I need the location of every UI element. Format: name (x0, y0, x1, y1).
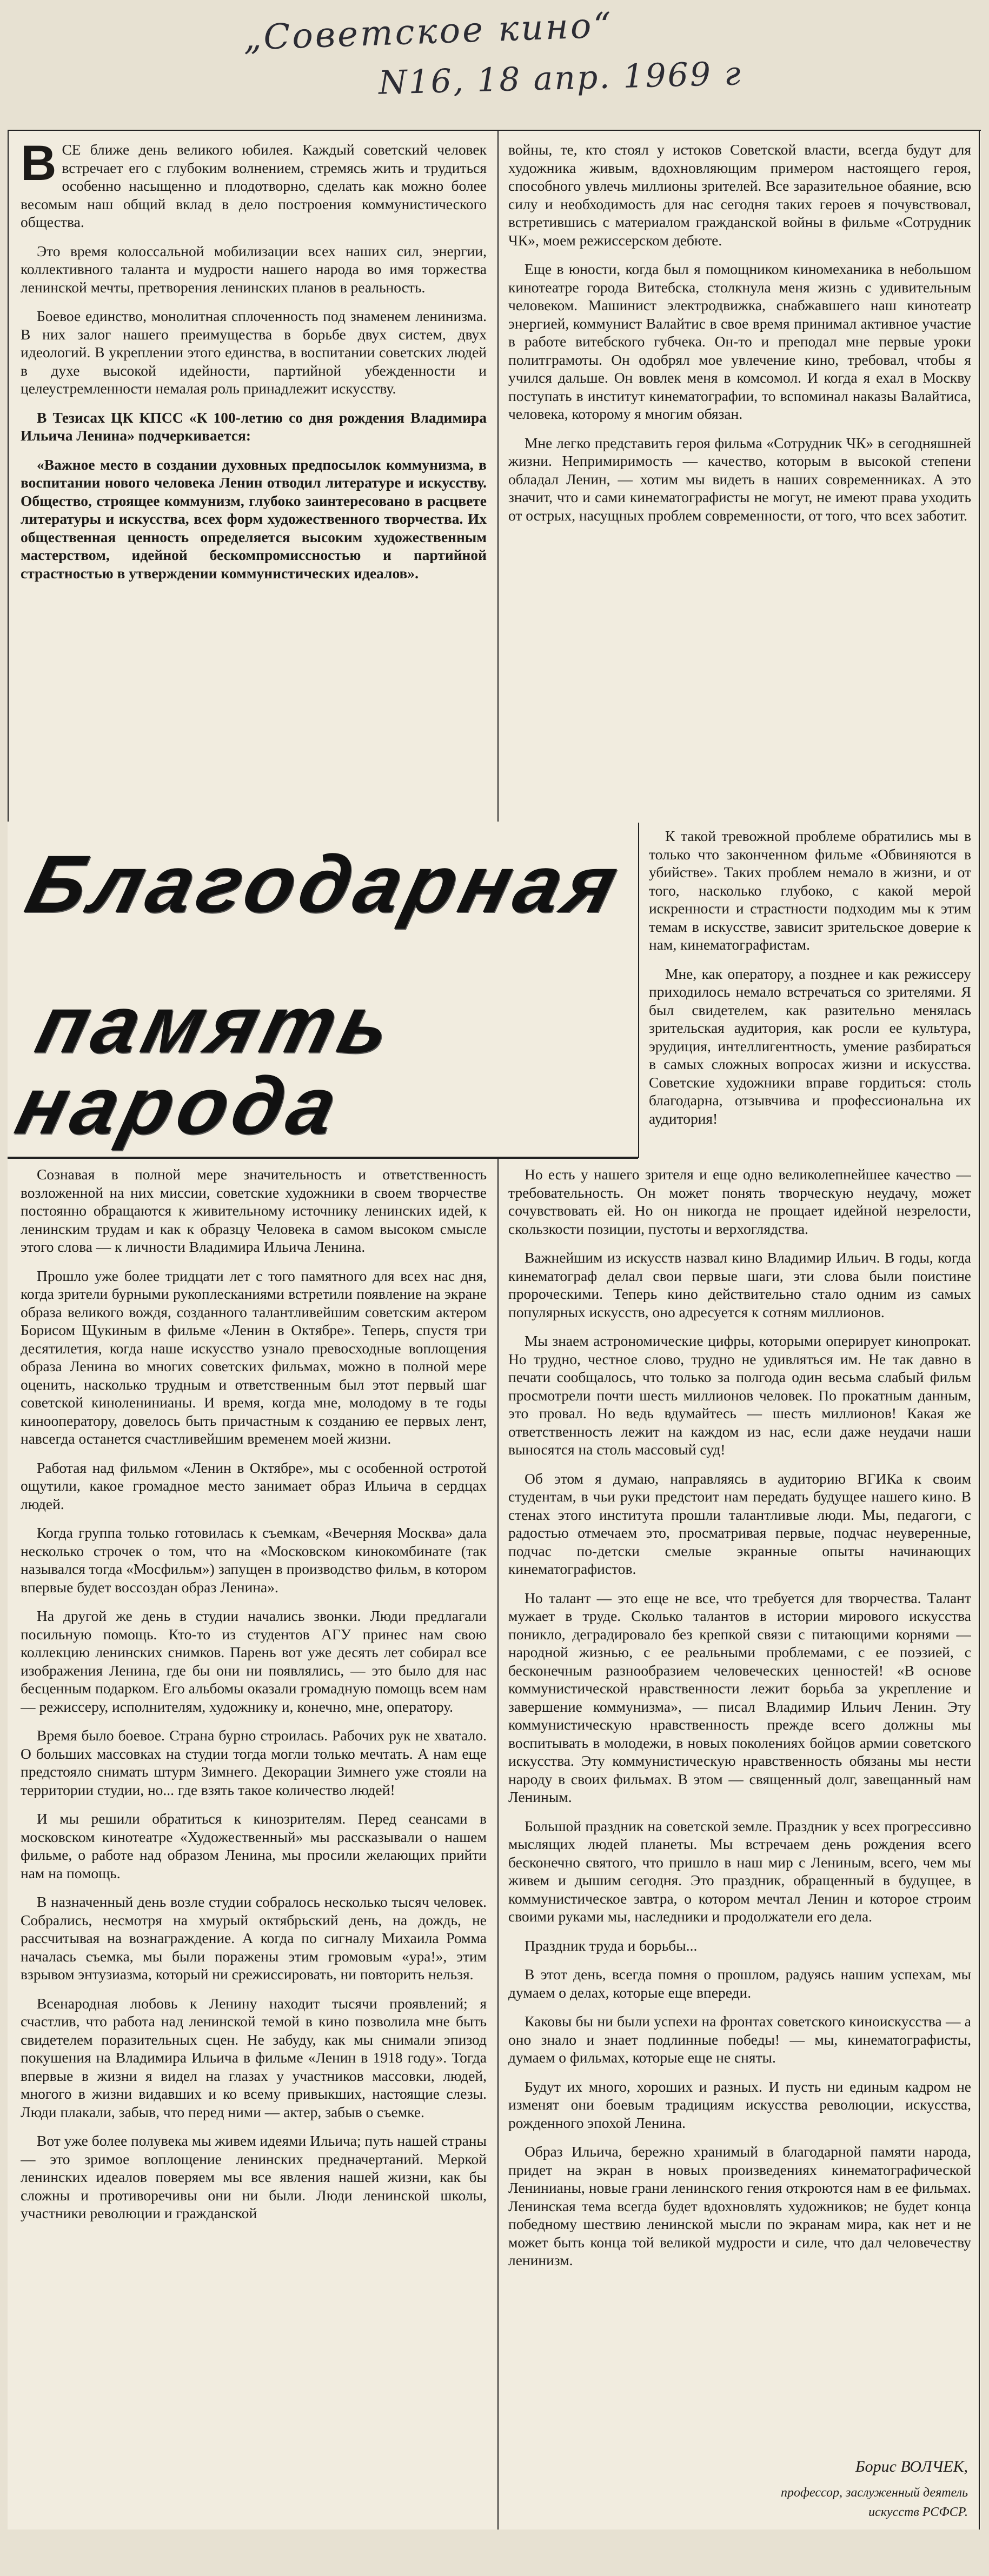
paragraph: К такой тревожной проблеме обратились мы в только что законченном фильме «Обвиняются в убийстве». Таких проблем немало в жизни, и от того, насколько глубоко, с какой мерой искренности и страстности подходим мы к этим темам в искусстве, зависит зрительское доверие к нам, кинематографистам. (649, 827, 971, 953)
paragraph: Но талант — это еще не все, что требуется для творчества. Талант мужает в труде. Сколько талантов в истории мирового искусства поникло, деградировало без крепкой связи с питающими корнями — народной жизнью, с ее реальными проблемами, с ее поэзией, с бесконечным разнообразием человеческих ценностей! «В основе коммунистической нравственности лежит борьба за укрепление и завершение коммунизма», — писал Владимир Ильич Ленин. Эту коммунистическую нравственность прежде всего должны мы воспитывать в молодежи, в новых поколениях бойцов армии советского искусства. Эту коммунистическую нравственность обязаны мы нести народу в своих фильмах. В этом — священный долг, завещанный нам Лениным. (508, 1589, 971, 1805)
paragraph: Мне легко представить героя фильма «Сотрудник ЧК» в сегодняшней жизни. Непримиримость — качество, которым в высокой степени обладал Ленин, — хотим мы видеть в наших современниках. А это значит, что и сами кинематографисты не могут, не имеют права уходить от острых, насущных проблем современности, от того, что всех заботит. (508, 434, 971, 524)
paragraph: Каковы бы ни были успехи на фронтах советского киноискусства — а оно знало и знает подлинные победы! — мы, кинематографисты, думаем о фильмах, которые еще не сняты. (508, 2013, 971, 2066)
headline-line-2: память народа (8, 979, 406, 1151)
paragraph: Еще в юности, когда был я помощником киномеханика в небольшом кинотеатре города Витебска, столкнула меня жизнь с удивительным человеком. Машинист электродвижка, снабжавшего наш кинотеатр энергией, коммунист Валайтис в свое время принимал активное участие в работе витебского губчека. Он-то и преподал мне первые уроки политграмоты. Он одобрял мое увлечение кино, требовал, чтобы я учился дальше. Он вовлек меня в комсомол. И когда я ехал в Москву поступать в институт кинематографии, то вспоминал наказы Валайтиса, человека, которому я многим обязан. (508, 261, 971, 422)
column-divider-bottom (497, 1159, 499, 2530)
lead-paragraph (21, 141, 487, 231)
paragraph: Будут их много, хороших и разных. И пусть ни единым кадром не изменят они боевым традициям искусства революции, искусства, рожденного эпохой Ленина. (508, 2078, 971, 2131)
paragraph: И мы решили обратиться к кинозрителям. Перед сеансами в московском кинотеатре «Художественный» мы рассказывали о нашем фильме, о работе над образом Ленина, мы просили желающих прийти нам на помощь. (21, 1810, 487, 1881)
paragraph: Мне, как оператору, а позднее и как режиссеру приходилось немало встречаться со зрителями. Я был свидетелем, как разительно менялась зрительская аудитория, как росли ее культура, эрудиция, интеллигентность, умение разбираться в самых сложных вопросах жизни и искусства. Советские художники вправе гордиться: столь благодарна, отзывчива и профессиональна их аудитория! (649, 965, 971, 1127)
paragraph: Работая над фильмом «Ленин в Октябре», мы с особенной остротой ощутили, какое громадное место занимает образ Ильича в сердцах людей. (21, 1459, 487, 1512)
column-divider-top (497, 130, 499, 823)
handwritten-issue-date: N16, 18 апр. 1969 г (378, 55, 743, 102)
headline-bottom-rule (8, 1157, 638, 1159)
lead-text: СЕ ближе день великого юбилея. Каждый советский человек встречает его с глубоким волнением, стремясь жить и трудиться особенно насыщенно и плодотворно, сделать как можно более весомым наш общий вклад в дело построения коммунистического общества. (21, 141, 487, 230)
author-name: Борис ВОЛЧЕК, (855, 2458, 968, 2475)
paragraph: Но есть у нашего зрителя и еще одно великолепнейшее качество — требовательность. Он может понять творческую неудачу, может сочувствовать ей. Но он никогда не прощает идейной незрелости, скользкости позиции, пустоты и верхоглядства. (508, 1166, 971, 1237)
left-border (8, 130, 9, 827)
paragraph: Всенародная любовь к Ленину находит тысячи проявлений; я счастлив, что работа над ленинской темой в кино позволила мне быть свидетелем поразительных сцен. Не забуду, как мы снимали эпизод покушения на Владимира Ильича в фильме «Ленин в 1918 году». Тогда впервые в жизни я видел на глазах у участников массовки, людей, многого в жизни видавших и ко всему привыкших, настоящие слезы. Люди плакали, забыв, что перед ними — актер, забыв о съемке. (21, 1994, 487, 2120)
handwritten-publication: „Советское кино“ (242, 5, 614, 58)
headline-line-1: Благодарная (18, 838, 632, 929)
column-right-lower (508, 1165, 971, 2576)
paragraph: Время было боевое. Страна бурно строилась. Рабочих рук не хватало. О больших массовках на студии тогда могли только мечтать. А нам еще предстояло снимать штурм Зимнего. Декорации Зимнего уже стояли на территории студии, но... где взять такое количество людей! (21, 1727, 487, 1798)
column-right-upper (508, 141, 971, 811)
dropcap-letter: В (21, 141, 57, 191)
top-border (8, 130, 981, 131)
headline-block (8, 822, 638, 1157)
paragraph: Большой праздник на советской земле. Праздник у всех прогрессивно мыслящих людей планеты. Мы встречаем день рождения всего бесконечно святого, что пришло в наш мир с Лениным, всего, чем мы живем и дышим сегодня. Это праздник, обращенный в будущее, в коммунистическое завтра, о котором мечтал Ленин и которое строим своими руками мы, наследники и продолжатели его дела. (508, 1817, 971, 1925)
column-left-bottom (21, 1165, 487, 2517)
paragraph: Мы знаем астрономические цифры, которыми оперирует кинопрокат. Но трудно, честное слово, трудно не удивляться им. Не так давно в печати сообщалось, что только за полгода один весьма слабый фильм просмотрели почти шесть миллионов человек. По прокатным данным, это провал. Но ведь вдумайтесь — шесть миллионов! Какая же ответственность лежит на каждом из нас, если даже неудачи наши выносятся на столь массовый суд! (508, 1332, 971, 1458)
paragraph-quote: «Важное место в создании духовных предпосылок коммунизма, в воспитании нового человека Ленин отводил литературе и искусству. Общество, строящее коммунизм, глубоко заинтересовано в расцвете литературы и искусства, всех форм художественного творчества. Их общественная ценность определяется высоким художественным мастерством, идейной бескомпромиссностью и партийной страстностью в утверждении коммунистических идеалов». (21, 456, 487, 582)
paragraph: Прошло уже более тридцати лет с того памятного для всех нас дня, когда зрители бурными рукоплесканиями встретили появление на экране образа великого вождя, созданного талантливейшим советским актером Борисом Щукиным в фильме «Ленин в Октябре». Теперь, спустя три десятилетия, когда наше искусство узнало превосходные воплощения образа Ленина во многих советских фильмах, можно в полной мере оценить, насколько трудным и ответственным был этот первый шаг советской киноленинианы. И время, когда мне, молодому в те годы кинооператору, довелось быть причастным к созданию ее первых лент, навсегда останется счастливейшим временем моей жизни. (21, 1267, 487, 1447)
newspaper-clipping (8, 130, 981, 2530)
paragraph: Образ Ильича, бережно хранимый в благодарной памяти народа, придет на экран в новых произведениях кинематографической Ленинианы, новые грани ленинского гения откроются нам в ее фильмах. Ленинская тема всегда будет вдохновлять художников; не будет конца победному шествию ленинской мысли по экранам мира, как нет и не может быть конца той великой мудрости и силе, что дал человечеству ленинизм. (508, 2143, 971, 2268)
paragraph: Сознавая в полной мере значительность и ответственность возложенной на них миссии, советские художники в своем творчестве постоянно обращаются к живительному источнику ленинских идей, к ленинским трудам и как к образцу Человека в самом высоком смысле этого слова — к личности Владимира Ильича Ленина. (21, 1166, 487, 1255)
paragraph: Об этом я думаю, направляясь в аудиторию ВГИКа к своим студентам, в чьи руки предстоит нам передать будущее нашего кино. В стенах этого института прошли талантливые люди. Мы, педагоги, с радостью отмечаем это, просматривая первые, подчас неуверенные, подчас по-детски смелые экранные опыты начинающих кинематографистов. (508, 1470, 971, 1577)
paragraph: В назначенный день возле студии собралось несколько тысяч человек. Собрались, несмотря на хмурый октябрьский день, на дождь, не рассчитывая на вознаграждение. А когда по сигналу Михаила Ромма началась съемка, мы были поражены этим громовым «ура!», этим взрывом энтузиазма, который ни срежиссировать, ни повторить нельзя. (21, 1893, 487, 1983)
paragraph-theses: В Тезисах ЦК КПСС «К 100-летию со дня рождения Владимира Ильича Ленина» подчеркивается: (21, 409, 487, 444)
paragraph: Важнейшим из искусств назвал кино Владимир Ильич. В годы, когда кинематограф делал свои первые шаги, эти слова были поистине пророческими. Теперь кино действительно стало одним из самых популярных искусств, оно адресуется к сотням миллионов. (508, 1249, 971, 1320)
paragraph: Боевое единство, монолитная сплоченность под знаменем ленинизма. В них залог нашего преимущества в борьбе двух систем, двух идеологий. В укреплении этого единства, в воспитании советских людей в духе высокой идейности, партийной убежденности и целеустремленности немалая роль принадлежит искусству. (21, 308, 487, 397)
author-title: профессор, заслуженный деятель искусств РСФСР. (780, 2486, 968, 2519)
paragraph: На другой же день в студии начались звонки. Люди предлагали посильную помощь. Кто-то из студентов АГУ принес нам свою коллекцию ленинских снимков. Парень вот уже десять лет собирал все изображения Ленина, где бы они ни появлялись, — это было для нас бесценным подарком. Его альбомы оказали громадную помощь всем нам — режиссеру, исполнителям, художнику и, конечно, мне, оператору. (21, 1607, 487, 1715)
paragraph: Вот уже более полувека мы живем идеями Ильича; путь нашей страны — это зримое воплощение ленинских предначертаний. Меркой ленинских идеалов поверяем мы все явления нашей жизни, как бы сложны и противоречивы они ни были. Люди ленинской школы, участники революции и гражданской (21, 2132, 487, 2221)
column-left-top (21, 141, 487, 816)
handwritten-header (0, 0, 989, 108)
paragraph: войны, те, кто стоял у истоков Советской власти, всегда будут для художника живым, вдохновляющим примером настоящего героя, способного увлечь миллионы зрителей. Все заразительное обаяние, всю силу и необходимость для нас сегодня таких героев я почувствовал, встретившись с материалом гражданской войны в фильме «Сотрудник ЧК», моем режиссерском дебюте. (508, 141, 971, 249)
right-border (979, 130, 980, 2530)
paragraph: В этот день, всегда помня о прошлом, радуясь нашим успехам, мы думаем о делах, которые еще впереди. (508, 1966, 971, 2001)
paragraph: Праздник труда и борьбы... (525, 1937, 698, 1954)
paragraph: Когда группа только готовилась к съемкам, «Вечерняя Москва» дала несколько строчек о том, что на «Московском кинокомбинате (так назывался тогда «Мосфильм») запущен в производство фильм, в котором впервые будет воссоздан образ Ленина». (21, 1524, 487, 1596)
paragraph: Это время колоссальной мобилизации всех наших сил, энергии, коллективного таланта и мудрости нашего народа во имя торжества ленинской мечты, претворения ленинских планов в реальность. (21, 242, 487, 296)
column-right-beside-headline (649, 827, 971, 1151)
